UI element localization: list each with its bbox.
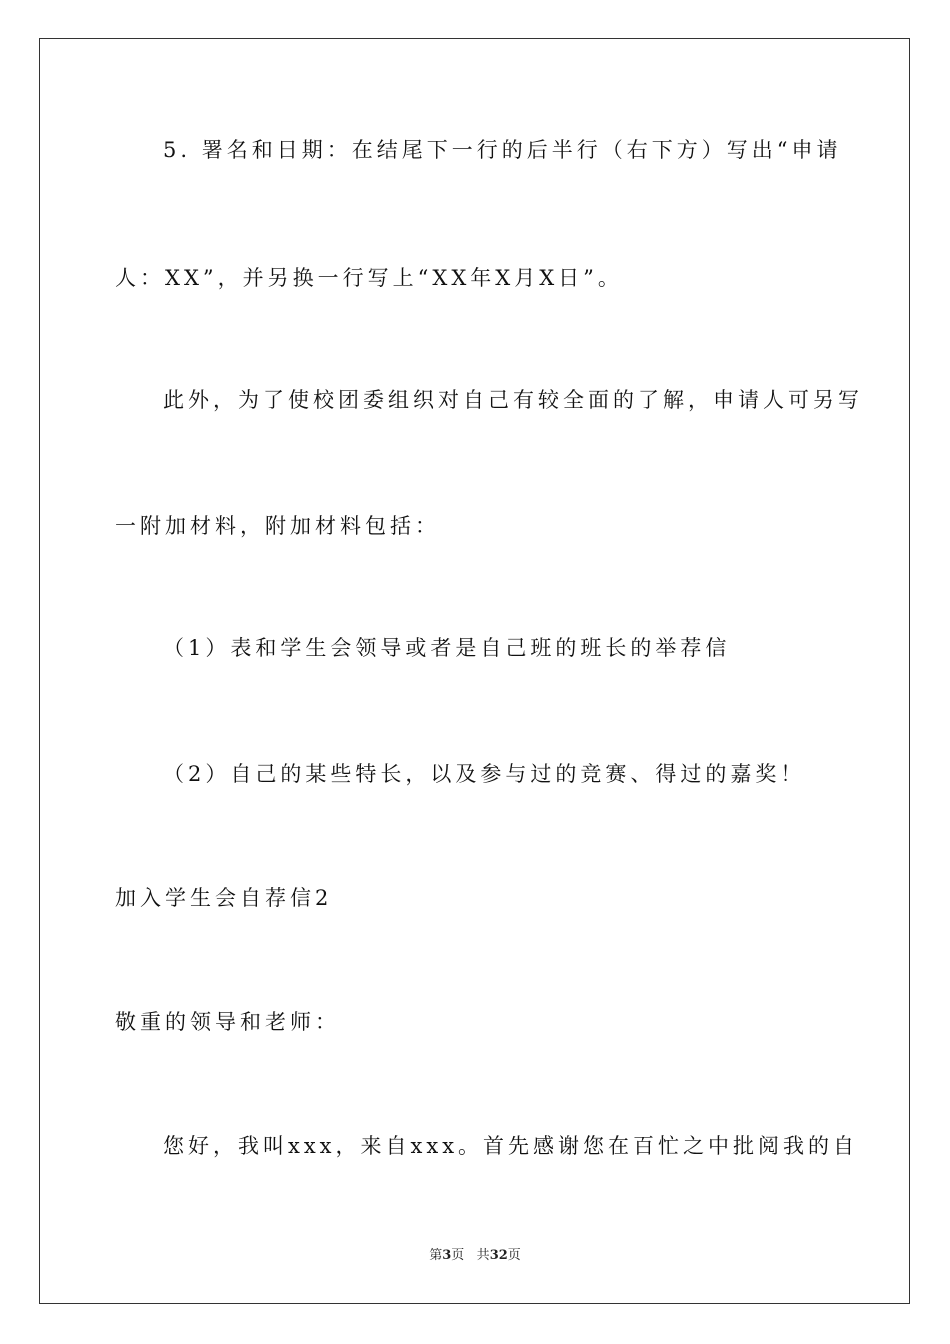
current-page-number: 3 bbox=[442, 1248, 452, 1263]
paragraph-additional-cont: 一附加材料，附加材料包括： bbox=[115, 514, 440, 538]
page-footer bbox=[0, 1247, 950, 1265]
salutation: 敬重的领导和老师： bbox=[115, 1010, 340, 1034]
page-border bbox=[39, 38, 910, 1304]
list-item-specialties: （2）自己的某些特长，以及参与过的竞赛、得过的嘉奖！ bbox=[163, 762, 806, 786]
footer-page-suffix: 页 bbox=[451, 1248, 465, 1263]
paragraph-additional: 此外，为了使校团委组织对自己有较全面的了解，申请人可另写 bbox=[163, 388, 863, 412]
paragraph-greeting: 您好，我叫xxx，来自xxx。首先感谢您在百忙之中批阅我的自 bbox=[163, 1134, 859, 1158]
total-page-count: 32 bbox=[489, 1248, 508, 1263]
footer-total-prefix: 共 bbox=[476, 1248, 490, 1263]
list-item-recommendation: （1）表和学生会领导或者是自己班的班长的举荐信 bbox=[163, 636, 731, 660]
section-title: 加入学生会自荐信2 bbox=[115, 886, 333, 910]
footer-total-suffix: 页 bbox=[507, 1248, 521, 1263]
footer-prefix: 第 bbox=[429, 1248, 443, 1263]
paragraph-signature-date: 5. 署名和日期：在结尾下一行的后半行（右下方）写出“申请 bbox=[163, 138, 842, 162]
paragraph-signature-date-cont: 人：XX”，并另换一行写上“XX年X月X日”。 bbox=[115, 266, 623, 290]
